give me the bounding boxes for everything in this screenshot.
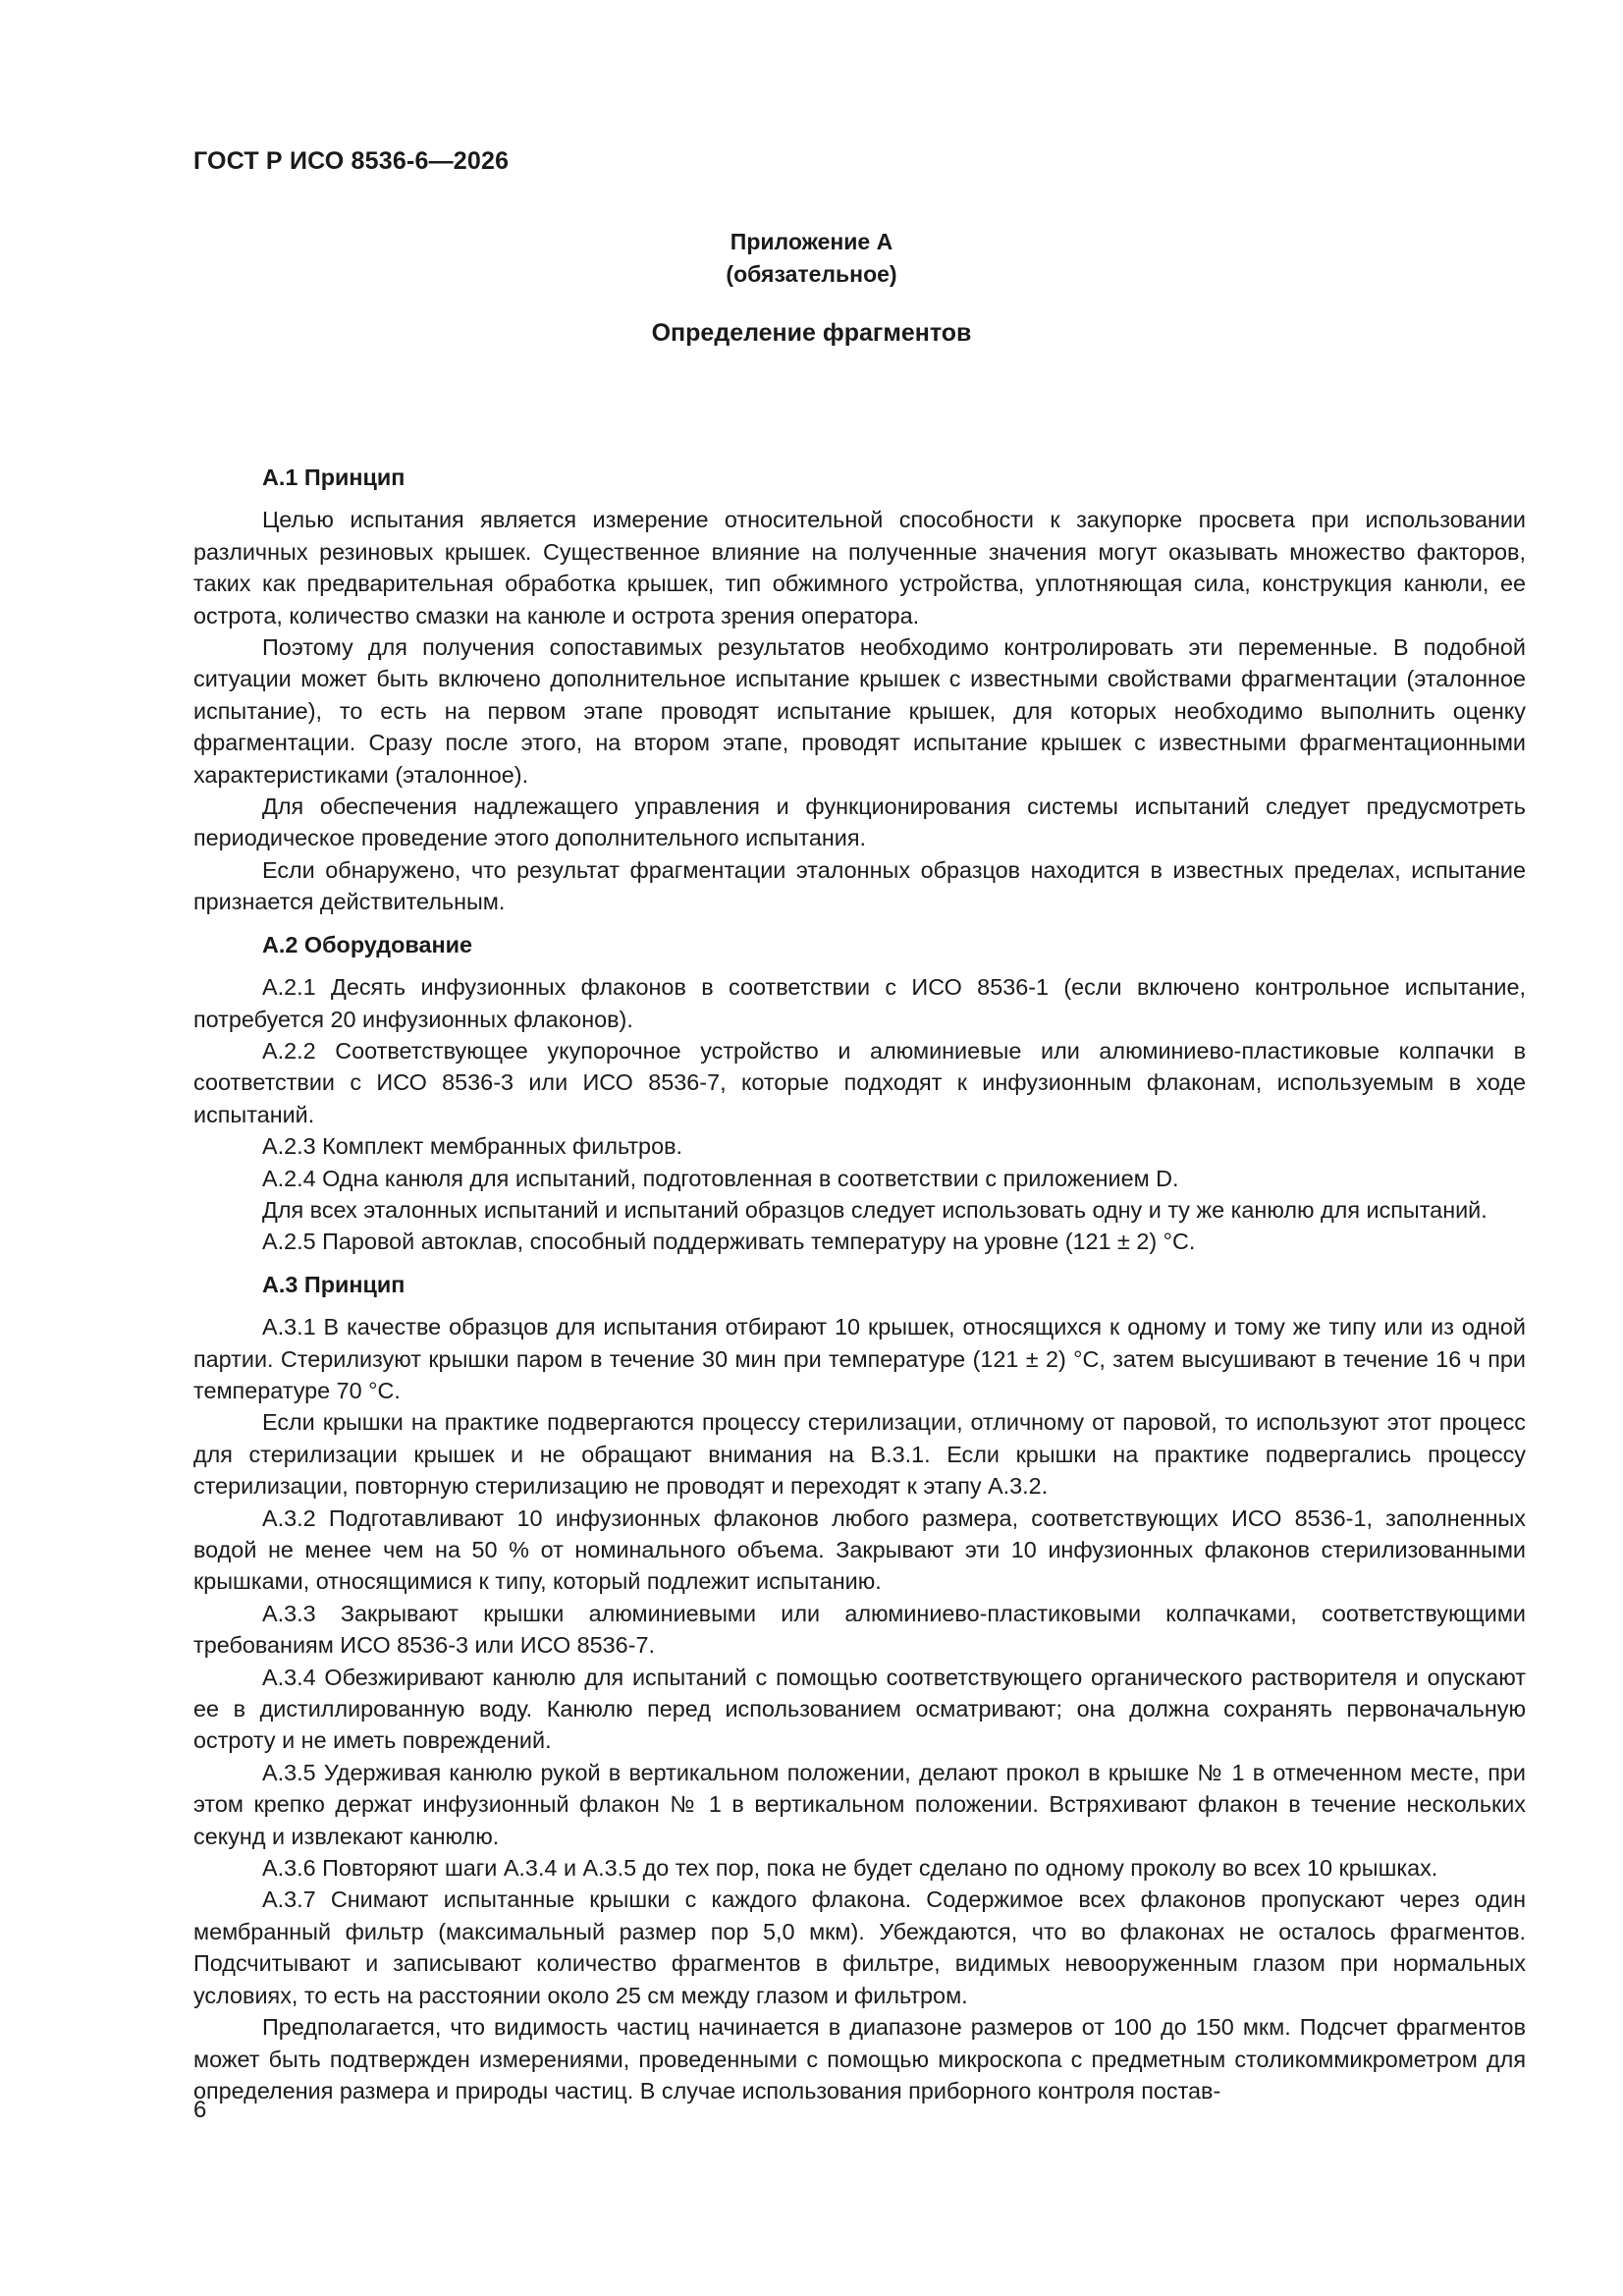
paragraph: Для всех эталонных испытаний и испытаний образцов следует использовать одну и ту же канюлю для испытаний.: [262, 1196, 1488, 1223]
paragraph: Для обеспечения надлежащего управления и функционирования системы испытаний следует предусмотреть периодическое проведение этого дополнительного испытания.: [193, 793, 1526, 851]
paragraph: Целью испытания является измерение относительной способности к закупорке просвета при использовании различных резиновых крышек. Существенное влияние на полученные значения могут оказывать множество факторов, таких как предварительная обработка крышек, тип обжимного устройства, уплотняющая сила, конструкция канюли, ее острота, количество смазки на канюле и острота зрения оператора.: [193, 507, 1526, 629]
section-title: А.3 Принцип: [262, 1271, 406, 1297]
paragraph: А.3.2 Подготавливают 10 инфузионных флаконов любого размера, соответствующих ИСО 8536-1, заполненных водой не менее чем на 50 % от номинального объема. Закрывают эти 10 инфузионных флаконов стерилизованными крышками, относящимися к типу, который подлежит испытанию.: [193, 1504, 1526, 1595]
annex-status: (обязательное): [726, 261, 897, 287]
paragraph: Если крышки на практике подвергаются процессу стерилизации, отличному от паровой, то используют этот процесс для стерилизации крышек и не обращают внимания на В.3.1. Если крышки на практике подвергались процессу стерилизации, повторную стерилизацию не проводят и переходят к этапу А.3.2.: [193, 1409, 1526, 1500]
paragraph: Поэтому для получения сопоставимых результатов необходимо контролировать эти переменные. В подобной ситуации может быть включено дополнительное испытание крышек с известными свойствами фрагментации (эталонное испытание), то есть на первом этапе проводят испытание крышек, для которых необходимо выполнить оценку фрагментации. Сразу после этого, на втором этапе, проводят испытание крышек с известными фрагментационными характеристиками (эталонное).: [193, 634, 1526, 788]
page-number: 6: [193, 2097, 207, 2123]
paragraph: А.2.1 Десять инфузионных флаконов в соответствии с ИСО 8536-1 (если включено контрольное испытание, потребуется 20 инфузионных флаконов).: [193, 974, 1526, 1032]
paragraph: А.2.3 Комплект мембранных фильтров.: [262, 1133, 682, 1160]
section-title: А.2 Оборудование: [262, 931, 472, 957]
annex-heading: [0, 226, 1623, 291]
annex-title: Определение фрагментов: [651, 319, 972, 347]
paragraph: А.3.5 Удерживая канюлю рукой в вертикальном положении, делают прокол в крышке № 1 в отмеченном месте, при этом крепко держат инфузионный флакон № 1 в вертикальном положении. Встряхивают флакон в течение нескольких секунд и извлекают канюлю.: [193, 1759, 1526, 1849]
paragraph: А.3.3 Закрывают крышки алюминиевыми или алюминиево-пластиковыми колпачками, соответствующими требованиям ИСО 8536-3 или ИСО 8536-7.: [193, 1600, 1526, 1659]
paragraph: А.2.5 Паровой автоклав, способный поддерживать температуру на уровне (121 ± 2) °С.: [262, 1229, 1196, 1255]
annex-label: Приложение А: [730, 229, 893, 254]
paragraph: А.3.7 Снимают испытанные крышки с каждого флакона. Содержимое всех флаконов пропускают через один мембранный фильтр (максимальный размер пор 5,0 мкм). Убеждаются, что во флаконах не осталось фрагментов. Подсчитывают и записывают количество фрагментов в фильтре, видимых невооруженным глазом при нормальных условиях, то есть на расстоянии около 25 см между глазом и фильтром.: [193, 1886, 1526, 2008]
section-title: А.1 Принцип: [262, 465, 406, 490]
paragraph: А.2.4 Одна канюля для испытаний, подготовленная в соответствии с приложением D.: [262, 1165, 1179, 1191]
paragraph: А.3.6 Повторяют шаги А.3.4 и А.3.5 до тех пор, пока не будет сделано по одному проколу во всех 10 крышках.: [262, 1855, 1438, 1882]
paragraph: Если обнаружено, что результат фрагментации эталонных образцов находится в известных пределах, испытание признается действительным.: [193, 856, 1526, 915]
paragraph: А.3.4 Обезжиривают канюлю для испытаний с помощью соответствующего органического растворителя и опускают ее в дистиллированную воду. Канюлю перед использованием осматривают; она должна сохранять первоначальную остроту и не иметь повреждений.: [193, 1664, 1526, 1754]
paragraph: А.3.1 В качестве образцов для испытания отбирают 10 крышек, относящихся к одному и тому же типу или из одной партии. Стерилизуют крышки паром в течение 30 мин при температуре (121 ± 2) °С, затем высушивают в течение 16 ч при температуре 70 °С.: [193, 1314, 1526, 1403]
document-body: [193, 462, 1526, 2106]
paragraph: А.2.2 Соответствующее укупорочное устройство и алюминиевые или алюминиево-пластиковые колпачки в соответствии с ИСО 8536-3 или ИСО 8536-7, которые подходят к инфузионным флаконам, используемым в ходе испытаний.: [193, 1037, 1526, 1127]
paragraph: Предполагается, что видимость частиц начинается в диапазоне размеров от 100 до 150 мкм. Подсчет фрагментов может быть подтвержден измерениями, проведенными с помощью микроскопа с предметным столикоммикрометром для определения размера и природы частиц. В случае использования приборного контроля постав-: [193, 2014, 1526, 2104]
document-header: ГОСТ Р ИСО 8536-6—2026: [193, 147, 510, 175]
